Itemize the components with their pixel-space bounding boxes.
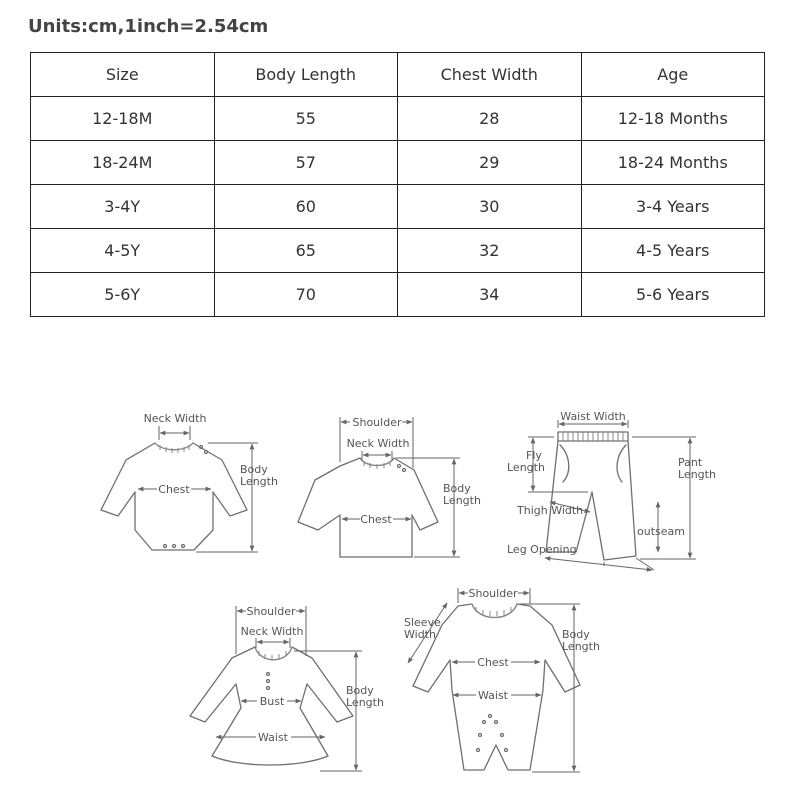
dress-waist-label: Waist: [257, 731, 289, 744]
cell-body-length: 70: [214, 273, 398, 317]
table-row: [31, 185, 765, 229]
bodysuit-length-label: Length: [240, 475, 278, 488]
cell-size: 3-4Y: [31, 185, 215, 229]
cell-size: 4-5Y: [31, 229, 215, 273]
pants-leg-opening-label: Leg Opening: [507, 543, 577, 556]
romper-chest-label: Chest: [477, 656, 509, 669]
romper-waist-label: Waist: [477, 689, 509, 702]
cell-chest-width: 29: [398, 141, 582, 185]
cell-body-length: 60: [214, 185, 398, 229]
table-row: [31, 141, 765, 185]
table-row: [31, 97, 765, 141]
size-chart-table: [30, 52, 765, 317]
cell-chest-width: 28: [398, 97, 582, 141]
cell-size: 18-24M: [31, 141, 215, 185]
top-chest-label: Chest: [360, 513, 392, 526]
cell-chest-width: 32: [398, 229, 582, 273]
bodysuit-diagram: [101, 412, 278, 552]
cell-age: 5-6 Years: [581, 273, 765, 317]
cell-size: 5-6Y: [31, 273, 215, 317]
romper-sleeve-width-label: Width: [404, 628, 436, 641]
romper-shoulder-label: Shoulder: [468, 587, 518, 600]
pants-thigh-width-label: Thigh Width: [517, 504, 584, 517]
pants-fly-label: Fly: [526, 449, 542, 462]
units-note: Units:cm,1inch=2.54cm: [28, 16, 269, 37]
pants-outseam-label: outseam: [637, 525, 685, 538]
bodysuit-neck-width-label: Neck Width: [143, 412, 207, 425]
cell-size: 12-18M: [31, 97, 215, 141]
pants-pant-label: Pant: [678, 456, 703, 469]
pants-waist-width-label: Waist Width: [560, 410, 626, 423]
cell-age: 12-18 Months: [581, 97, 765, 141]
table-row: [31, 229, 765, 273]
cell-body-length: 65: [214, 229, 398, 273]
cell-age: 3-4 Years: [581, 185, 765, 229]
table-header-row: [31, 53, 765, 97]
bodysuit-chest-label: Chest: [158, 483, 190, 496]
bodysuit-body-label: Body: [240, 463, 268, 476]
top-diagram: [298, 416, 481, 557]
cell-body-length: 55: [214, 97, 398, 141]
column-header-size: Size: [31, 53, 215, 97]
cell-chest-width: 34: [398, 273, 582, 317]
cell-body-length: 57: [214, 141, 398, 185]
dress-bust-label: Bust: [259, 695, 285, 708]
dress-length-label: Length: [346, 696, 384, 709]
dress-diagram: [190, 605, 384, 771]
column-header-age: Age: [581, 53, 765, 97]
top-length-label: Length: [443, 494, 481, 507]
pants-diagram: [507, 410, 716, 570]
top-neck-width-label: Neck Width: [346, 437, 410, 450]
romper-sleeve-label: Sleeve: [404, 616, 441, 629]
dress-body-label: Body: [346, 684, 374, 697]
table-row: [31, 273, 765, 317]
top-body-label: Body: [443, 482, 471, 495]
romper-body-label: Body: [562, 628, 590, 641]
pants-fly-length-label: Length: [507, 461, 545, 474]
pants-pant-length-label: Length: [678, 468, 716, 481]
column-header-chest-width: Chest Width: [398, 53, 582, 97]
cell-age: 18-24 Months: [581, 141, 765, 185]
top-shoulder-label: Shoulder: [352, 416, 402, 429]
measurement-diagrams: [0, 400, 800, 800]
column-header-body-length: Body Length: [214, 53, 398, 97]
cell-chest-width: 30: [398, 185, 582, 229]
dress-neck-width-label: Neck Width: [240, 625, 304, 638]
dress-shoulder-label: Shoulder: [246, 605, 296, 618]
cell-age: 4-5 Years: [581, 229, 765, 273]
romper-length-label: Length: [562, 640, 600, 653]
romper-diagram: [404, 587, 600, 772]
